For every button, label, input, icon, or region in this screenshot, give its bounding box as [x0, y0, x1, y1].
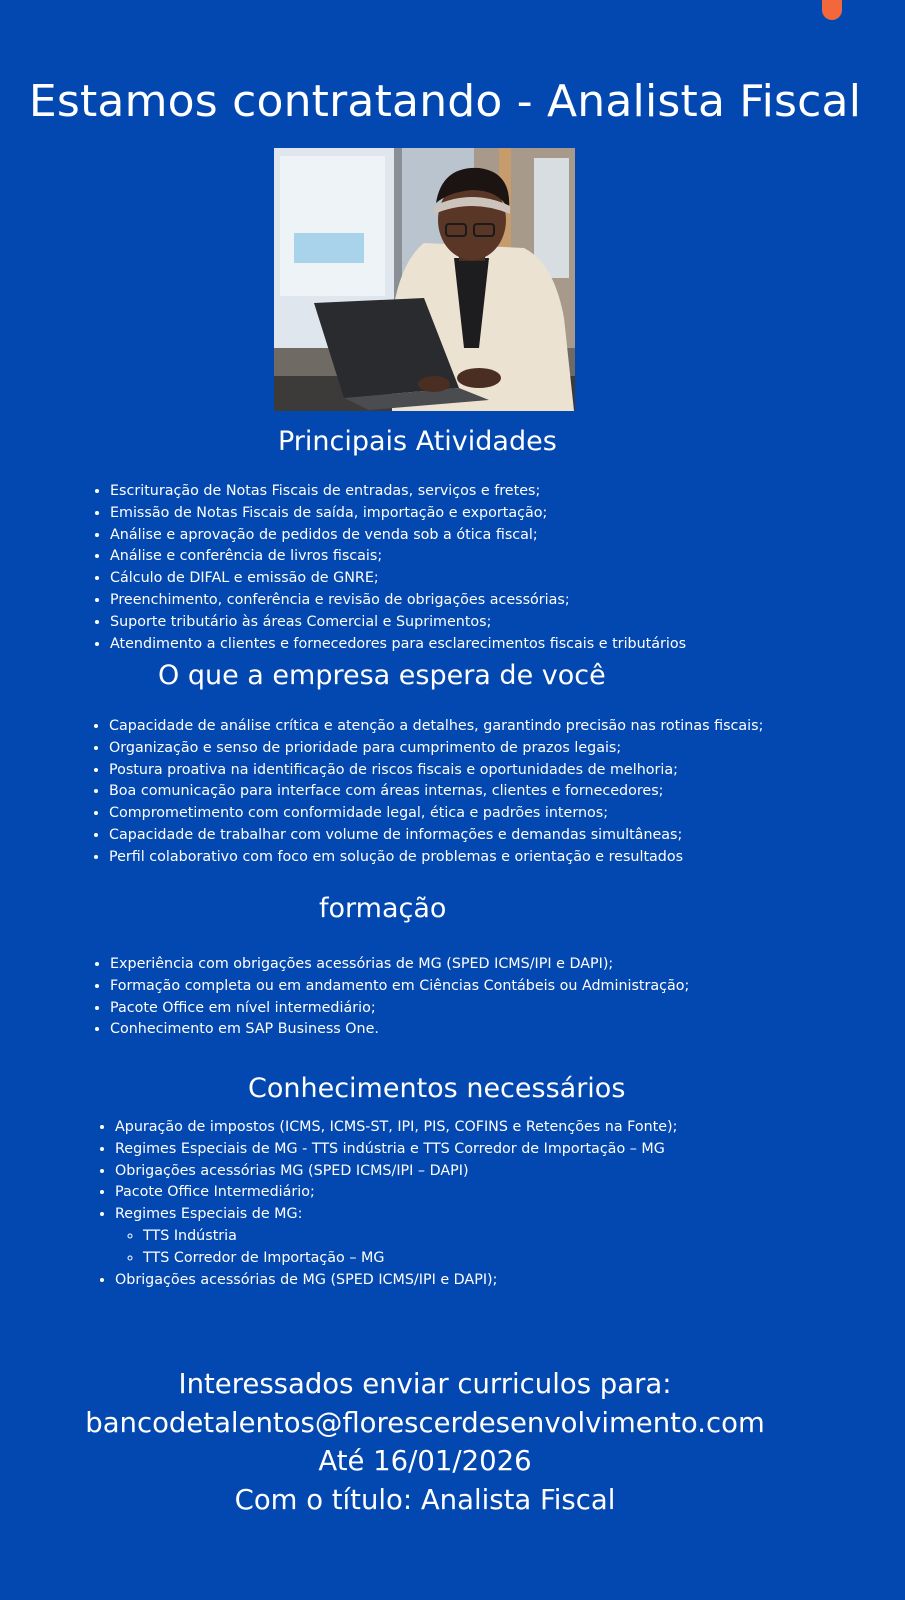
email-subject: Com o título: Analista Fiscal [234, 1483, 616, 1516]
list-item: • Emissão de Notas Fiscais de saída, importação e exportação; [110, 503, 686, 525]
list-item: • Pacote Office Intermediário; [115, 1182, 677, 1204]
list-item: • Comprometimento com conformidade legal, ética e padrões internos; [109, 803, 763, 825]
list-item: • Obrigações acessórias de MG (SPED ICMS/IPI e DAPI); [115, 1270, 677, 1292]
list-item: • Suporte tributário às áreas Comercial e Suprimentos; [110, 612, 686, 634]
list-item: • Atendimento a clientes e fornecedores para esclarecimentos fiscais e tributários [110, 634, 686, 656]
application-deadline: Até 16/01/2026 [318, 1445, 532, 1477]
list-item: • Análise e conferência de livros fiscais; [110, 546, 686, 568]
contact-block [0, 1365, 850, 1519]
knowledge-list [93, 1117, 677, 1291]
list-item: • Apuração de impostos (ICMS, ICMS-ST, IPI, PIS, COFINS e Retenções na Fonte); [115, 1117, 677, 1139]
activities-list [88, 481, 686, 655]
list-item: • Pacote Office em nível intermediário; [110, 998, 689, 1020]
sub-list-item: ◦ TTS Indústria [143, 1226, 677, 1248]
list-item: • Boa comunicação para interface com áreas internas, clientes e fornecedores; [109, 781, 763, 803]
list-item: • Regimes Especiais de MG - TTS indústria e TTS Corredor de Importação – MG [115, 1139, 677, 1161]
expectations-heading: O que a empresa espera de você [158, 660, 606, 691]
list-item: • Organização e senso de prioridade para cumprimento de prazos legais; [109, 738, 763, 760]
list-item: • Postura proativa na identificação de riscos fiscais e oportunidades de melhoria; [109, 760, 763, 782]
list-item: • Conhecimento em SAP Business One. [110, 1019, 689, 1041]
expectations-list [87, 716, 763, 869]
list-item: • Capacidade de trabalhar com volume de informações e demandas simultâneas; [109, 825, 763, 847]
list-item [115, 1204, 677, 1269]
education-heading: formação [319, 893, 447, 924]
orange-accent-shape [822, 0, 842, 20]
activities-heading: Principais Atividades [278, 426, 557, 457]
list-item-label: Regimes Especiais de MG: [115, 1206, 303, 1223]
list-item: • Formação completa ou em andamento em Ciências Contábeis ou Administração; [110, 976, 689, 998]
sub-list [115, 1226, 677, 1270]
list-item: • Análise e aprovação de pedidos de venda sob a ótica fiscal; [110, 525, 686, 547]
list-item: • Experiência com obrigações acessórias de MG (SPED ICMS/IPI e DAPI); [110, 954, 689, 976]
page-title: Estamos contratando - Analista Fiscal [28, 76, 862, 127]
list-item: • Capacidade de análise crítica e atenção a detalhes, garantindo precisão nas rotinas fiscais; [109, 716, 763, 738]
contact-email[interactable]: bancodetalentos@florescerdesenvolvimento.com [85, 1406, 765, 1439]
contact-intro: Interessados enviar curriculos para: [178, 1368, 672, 1400]
person-laptop-photo [274, 148, 575, 411]
list-item: • Cálculo de DIFAL e emissão de GNRE; [110, 568, 686, 590]
education-list [88, 954, 689, 1041]
list-item: • Escrituração de Notas Fiscais de entradas, serviços e fretes; [110, 481, 686, 503]
sub-list-item: ◦ TTS Corredor de Importação – MG [143, 1248, 677, 1270]
list-item: • Obrigações acessórias MG (SPED ICMS/IPI – DAPI) [115, 1161, 677, 1183]
list-item: • Preenchimento, conferência e revisão de obrigações acessórias; [110, 590, 686, 612]
list-item: • Perfil colaborativo com foco em solução de problemas e orientação e resultados [109, 847, 763, 869]
knowledge-heading: Conhecimentos necessários [248, 1073, 626, 1104]
